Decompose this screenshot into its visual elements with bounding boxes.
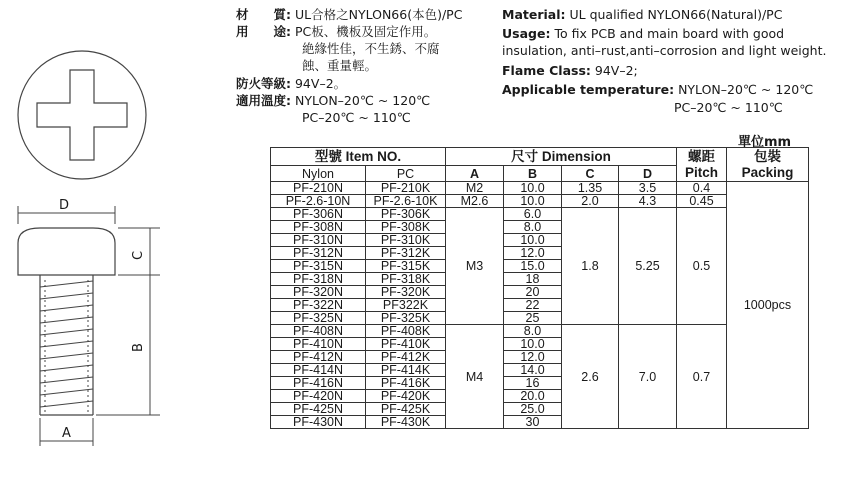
spec-en-temp-label: Applicable temperature: [502, 82, 675, 97]
cell-nylon: PF-420N [271, 390, 366, 403]
cell-b: 10.0 [504, 182, 562, 195]
spec-cn-temp-line1: NYLON–20℃ ~ 120℃ [294, 93, 431, 108]
spec-en-flame-value: 94V–2; [594, 63, 638, 78]
cell-pc: PF-306K [366, 208, 446, 221]
cell-pc: PF-420K [366, 390, 446, 403]
cell-pc: PF-312K [366, 247, 446, 260]
cell-pc: PF-315K [366, 260, 446, 273]
header-packing-en: Packing [741, 164, 794, 180]
cell-c-m4: 2.6 [562, 325, 619, 429]
cell-nylon: PF-325N [271, 312, 366, 325]
cell-nylon: PF-310N [271, 234, 366, 247]
cell-b: 25.0 [504, 403, 562, 416]
cell-b: 10.0 [504, 338, 562, 351]
cell-b: 12.0 [504, 351, 562, 364]
dimension-a-label: A [62, 426, 71, 441]
spec-cn-flame [236, 76, 346, 91]
spec-cn-flame-value: 94V–2。 [294, 76, 347, 91]
spec-cn-usage [236, 24, 436, 39]
cell-b: 10.0 [504, 234, 562, 247]
cell-b: 25 [504, 312, 562, 325]
spec-en-usage-line2: insulation, anti–rust,anti–corrosion and light weight. [502, 43, 827, 58]
dimension-b-label: B [130, 343, 146, 352]
screw-drawing [0, 0, 250, 493]
spec-cn-material [236, 7, 462, 22]
header-pitch-en: Pitch [684, 164, 718, 180]
cell-b: 15.0 [504, 260, 562, 273]
unit-label: 單位mm [738, 135, 792, 150]
spec-en-usage [502, 26, 784, 43]
cell-pc: PF-320K [366, 286, 446, 299]
spec-cn-material-value: UL合格之NYLON66(本色)/PC [294, 7, 463, 22]
spec-en-temp-line2: PC–20℃ ~ 110℃ [674, 100, 783, 115]
cell-b: 20.0 [504, 390, 562, 403]
cell-pc: PF-325K [366, 312, 446, 325]
cell-nylon: PF-425N [271, 403, 366, 416]
spec-en-temp [502, 82, 813, 99]
cell-b: 18 [504, 273, 562, 286]
parts-table [270, 147, 809, 429]
header-pitch-cn: 螺距 [688, 148, 715, 164]
cell-nylon: PF-414N [271, 364, 366, 377]
spec-cn-temp-label: 適用溫度: [236, 93, 291, 108]
cell-nylon: PF-322N [271, 299, 366, 312]
cell-b: 20 [504, 286, 562, 299]
cell-nylon: PF-312N [271, 247, 366, 260]
cell-a-m4: M4 [446, 325, 504, 429]
cell-d-m4: 7.0 [619, 325, 677, 429]
cell-pc: PF322K [366, 299, 446, 312]
table-row [271, 182, 809, 195]
cell-pc: PF-430K [366, 416, 446, 429]
dimension-c-label: C [131, 250, 147, 261]
spec-cn-material-label: 材 質: [236, 7, 291, 22]
screw-head-top-view [18, 51, 146, 179]
cell-pc: PF-408K [366, 325, 446, 338]
cell-nylon: PF-430N [271, 416, 366, 429]
spec-cn-temp-line2: PC–20℃ ~ 110℃ [302, 110, 411, 125]
header-c: C [562, 166, 619, 182]
cell-d-m3: 5.25 [619, 208, 677, 325]
header-nylon: Nylon [271, 166, 366, 182]
cell-b: 16 [504, 377, 562, 390]
spec-cn-usage-line2: 絶緣性佳，不生銹、不腐 [302, 41, 440, 56]
cell-pc: PF-2.6-10K [366, 195, 446, 208]
cell-pitch-m4: 0.7 [677, 325, 727, 429]
cell-b: 30 [504, 416, 562, 429]
cell-a-m3: M3 [446, 208, 504, 325]
cell-c: 2.0 [562, 195, 619, 208]
cell-nylon: PF-320N [271, 286, 366, 299]
spec-en-temp-line1: NYLON–20℃ ~ 120℃ [678, 82, 814, 97]
cell-pc: PF-310K [366, 234, 446, 247]
header-item-no: 型號 Item NO. [271, 148, 446, 166]
header-dimension: 尺寸 Dimension [446, 148, 677, 166]
spec-en-material [502, 7, 782, 24]
cell-a: M2.6 [446, 195, 504, 208]
cell-pc: PF-416K [366, 377, 446, 390]
cell-b: 8.0 [504, 221, 562, 234]
dimension-lines [18, 206, 160, 446]
header-b: B [504, 166, 562, 182]
cell-nylon: PF-408N [271, 325, 366, 338]
cell-nylon: PF-210N [271, 182, 366, 195]
header-a: A [446, 166, 504, 182]
cell-nylon: PF-410N [271, 338, 366, 351]
cell-pc: PF-308K [366, 221, 446, 234]
spec-cn-usage-line1: PC板、機板及固定作用。 [294, 24, 437, 39]
cell-d: 3.5 [619, 182, 677, 195]
cell-pc: PF-318K [366, 273, 446, 286]
cell-pitch: 0.4 [677, 182, 727, 195]
header-packing [727, 148, 809, 182]
cell-b: 10.0 [504, 195, 562, 208]
cell-pc: PF-210K [366, 182, 446, 195]
cell-nylon: PF-318N [271, 273, 366, 286]
spec-cn-flame-label: 防火等級: [236, 76, 291, 91]
spec-en-material-value: UL qualified NYLON66(Natural)/PC [569, 7, 783, 22]
spec-en-usage-label: Usage: [502, 26, 551, 41]
header-pc: PC [366, 166, 446, 182]
cell-c: 1.35 [562, 182, 619, 195]
cell-pc: PF-414K [366, 364, 446, 377]
cell-nylon: PF-412N [271, 351, 366, 364]
spec-en-usage-line1: To fix PCB and main board with good [554, 26, 785, 41]
cell-nylon: PF-308N [271, 221, 366, 234]
cell-nylon: PF-416N [271, 377, 366, 390]
cell-b: 14.0 [504, 364, 562, 377]
header-d: D [619, 166, 677, 182]
cell-nylon: PF-315N [271, 260, 366, 273]
cell-d: 4.3 [619, 195, 677, 208]
spec-en-flame [502, 63, 638, 80]
cell-pitch-m3: 0.5 [677, 208, 727, 325]
spec-cn-usage-label: 用 途: [236, 24, 291, 39]
cell-pc: PF-425K [366, 403, 446, 416]
screw-side-view [18, 228, 115, 415]
header-packing-cn: 包裝 [754, 148, 781, 164]
cell-b: 8.0 [504, 325, 562, 338]
header-pitch [677, 148, 727, 182]
cell-b: 22 [504, 299, 562, 312]
cell-b: 6.0 [504, 208, 562, 221]
spec-en-material-label: Material: [502, 7, 566, 22]
cell-pitch: 0.45 [677, 195, 727, 208]
cell-pc: PF-410K [366, 338, 446, 351]
cell-c-m3: 1.8 [562, 208, 619, 325]
cell-packing: 1000pcs [727, 182, 809, 429]
spec-cn-temp [236, 93, 430, 108]
cell-nylon: PF-306N [271, 208, 366, 221]
cell-a: M2 [446, 182, 504, 195]
cell-nylon: PF-2.6-10N [271, 195, 366, 208]
cell-pc: PF-412K [366, 351, 446, 364]
dimension-d-label: D [59, 198, 70, 213]
spec-cn-usage-line3: 蝕、重量輕。 [302, 58, 378, 73]
table-header-row [271, 148, 809, 166]
cell-b: 12.0 [504, 247, 562, 260]
spec-en-flame-label: Flame Class: [502, 63, 591, 78]
